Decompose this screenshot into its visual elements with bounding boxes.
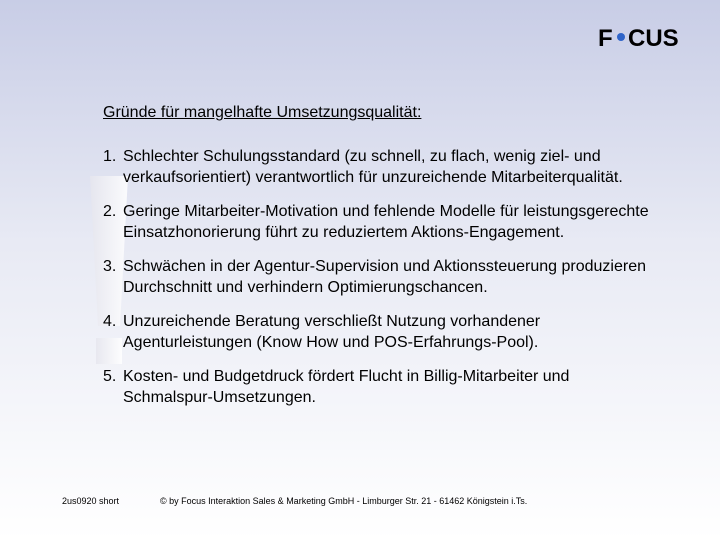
- item-text: Geringe Mitarbeiter-Motivation und fehlende Modelle für leistungsgerechte Einsatzhonorierung führt zu reduziertem Aktions-Engagement.: [123, 203, 649, 241]
- list-item: [103, 256, 663, 298]
- footer-copyright: © by Focus Interaktion Sales & Marketing GmbH - Limburger Str. 21 - 61462 Königstein i.Ts.: [160, 496, 528, 506]
- list-item: [103, 146, 663, 188]
- list-item: [103, 366, 663, 408]
- svg-text:CUS: CUS: [628, 25, 679, 52]
- list-item: [103, 311, 663, 353]
- footer-code: 2us0920 short: [62, 496, 120, 506]
- list-item: [103, 201, 663, 243]
- page-heading: Gründe für mangelhafte Umsetzungsqualität:: [103, 104, 422, 121]
- item-text: Schwächen in der Agentur-Supervision und Aktionssteuerung produzieren Durchschnitt und verhindern Optimierungschancen.: [123, 258, 646, 296]
- item-text: Unzureichende Beratung verschließt Nutzung vorhandener Agenturleistungen (Know How und POS-Erfahrungs-Pool).: [123, 313, 541, 351]
- svg-text:F: F: [598, 25, 613, 52]
- item-number: 1.: [103, 148, 117, 165]
- item-number: 2.: [103, 203, 117, 220]
- focus-logo: [598, 24, 690, 52]
- reasons-list: [103, 146, 663, 421]
- item-number: 5.: [103, 368, 117, 385]
- item-text: Kosten- und Budgetdruck fördert Flucht in Billig-Mitarbeiter und Schmalspur-Umsetzungen.: [123, 368, 570, 406]
- item-text: Schlechter Schulungsstandard (zu schnell, zu flach, wenig ziel- und verkaufsorientiert) verantwortlich für unzureichende Mitarbeiterqualität.: [123, 148, 623, 186]
- item-number: 4.: [103, 313, 117, 330]
- focus-logo-icon: [598, 24, 690, 52]
- item-number: 3.: [103, 258, 117, 275]
